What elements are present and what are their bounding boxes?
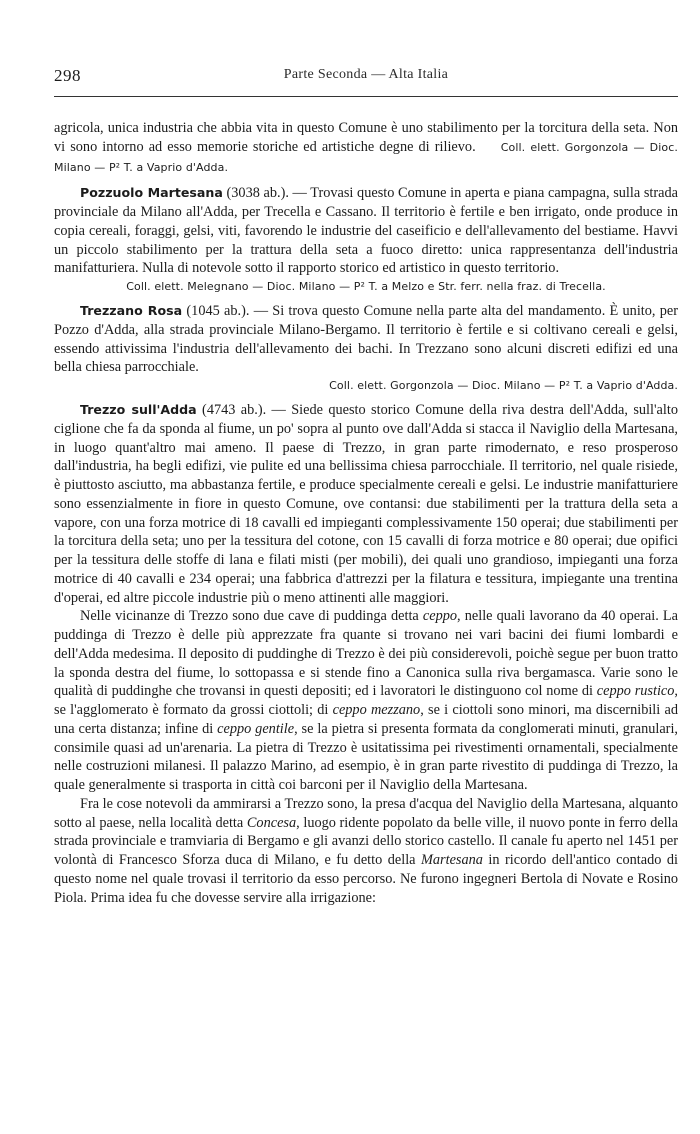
page-body bbox=[54, 119, 678, 907]
text-run: Nelle vicinanze di Trezzo sono due cave di puddinga detta bbox=[80, 608, 423, 625]
intro-paragraph bbox=[54, 119, 678, 177]
italic-term: ceppo mezzano bbox=[332, 702, 421, 718]
entry-note: Coll. elett. Melegnano — Dioc. Milano — P² T. a Melzo e Str. ferr. nella fraz. di Trecella. bbox=[126, 280, 606, 293]
intro-text: agricola, unica industria che abbia vita in questo Comune è uno stabilimento per la torcitura della seta. Non vi sono intorno ad esso memorie storiche ed artistiche degne di rilievo. bbox=[54, 120, 678, 155]
italic-term: ceppo rustico bbox=[596, 683, 675, 700]
header-rule bbox=[54, 96, 678, 97]
entry-trezzano-rosa bbox=[54, 302, 678, 377]
text-run: , se i ciottoli sono minori, ma discernibili ad una certa distanza; infine di bbox=[54, 702, 678, 737]
entry-trezzo-sull-adda bbox=[54, 401, 678, 607]
text-run: , nelle quali lavorano da 40 operai. La puddinga di Trezzo è delle più apprezzate fra quante si trovano nei vari bacini dei fiumi lombardi e dell'Adda medesima. Il deposito di puddinghe di Trezzo è dei più considerevoli, poichè segue per buon tratto la sponda destra del fiume, lo sottopassa e si stende fino a Canonica sulla riva bergamasca. Varie sono le qualità di puddinghe che trovansi in questi depositi; ed i lavoratori le distinguono col nome di bbox=[54, 608, 678, 700]
paragraph-naviglio bbox=[54, 795, 678, 908]
entry-text: (3038 ab.). — Trovasi questo Comune in aperta e piana campagna, sulla strada provinciale da Milano all'Adda, per Trecella e Cassano. Il territorio è fertile e ben irrigato, onde produce in copia cereali, foraggi, gelsi, viti, favorendo le industrie del caseificio e dell'allevamento del bestiame. Havvi un piccolo stabilimento per la trattura della seta a fuoco diretto: unica rappresentanza dell'industria manifatturiera. Nulla di notevole sotto il rapporto storico ed artistico in questo territorio. bbox=[54, 185, 679, 277]
running-head: Parte Seconda — Alta Italia bbox=[283, 67, 449, 82]
italic-term: ceppo gentile bbox=[217, 720, 295, 737]
italic-term: Concesa bbox=[246, 814, 297, 831]
page-number: 298 bbox=[54, 66, 81, 85]
text-run: , luogo ridente popolato da belle ville, il nuovo ponte in ferro della strada provinciale e tramviaria di Bergamo e gli avanzi dello storico castello. Il canale fu aperto nel 1451 per volontà di Francesco Sforza duca di Milano, e fu detto della bbox=[54, 814, 678, 868]
entry-note: Coll. elett. Gorgonzola — Dioc. Milano — P² T. a Vaprio d'Adda. bbox=[329, 379, 678, 392]
entry-title: Trezzano Rosa bbox=[80, 303, 183, 318]
page-header bbox=[54, 66, 678, 92]
text-run: , se la pietra si presenta formata da conglomerati minuti, granulari, consimile quasi ad un'arenaria. La pietra di Trezzo è usitatissima pei rivestimenti ornamentali, specialmente nelle costruzioni milanesi. Il palazzo Marino, ad esempio, è in gran parte rivestito di puddinga di Trezzo, la quale generalmente si trasporta in città coi barconi per il Naviglio della Martesana. bbox=[54, 720, 678, 793]
entry-title: Trezzo sull'Adda bbox=[80, 402, 197, 417]
text-run: in ricordo dell'antico contado di questo nome nel quale trovasi il territorio da esso percorso. Ne furono ingegneri Bertola di Novate e Rosino Piola. Prima idea fu che dovesse servire alla irrigazione: bbox=[54, 852, 678, 906]
italic-term: Martesana bbox=[420, 852, 483, 868]
entry-text: (4743 ab.). — Siede questo storico Comune della riva destra dell'Adda, sull'alto ciglione che fa da sponda al fiume, un po' sopra al punto ove dall'Adda si stacca il Naviglio della Martesana, in luogo quant'altro mai ameno. Il paese di Trezzo, in gran parte rimodernato, e reso prosperoso dall'industria, ha begli edifizi, vie pulite ed una bellissima chiesa parrocchiale. Il territorio, nel quale risiede, è piuttosto asciutto, ma abbastanza fertile, e produce specialmente cereali e gelsi. Le industrie manifatturiere sono essenzialmente in fiore in questo Comune, ove contansi: due stabilimenti per la trattura della seta a vapore, con una forza motrice di 18 cavalli ed impieganti complessivamente 150 operai; due stabilimenti per la torcitura della seta; uno per la tessitura del cotone, con 15 cavalli di forza motrice e 80 operai; due opifici per la tessitura delle stoffe di lana e filati misti (per mobili), dei quali uno grandioso, impieganti una forza motrice di 40 cavalli e 234 operai; una fabbrica d'attrezzi per la filatura e tessitura, impiegante una trentina d'operai, ed altre piccole industrie più o meno attinenti alle maggiori. bbox=[54, 402, 678, 606]
text-run: , se l'agglomerato è formato da grossi ciottoli; di bbox=[54, 683, 678, 718]
entry-text: (1045 ab.). — Si trova questo Comune nella parte alta del mandamento. È unito, per Pozzo d'Adda, alla strada provinciale Milano-Bergamo. Il territorio è fertile e si coltivano cereali e gelsi, essendo attivissima l'industria dell'allevamento dei bachi. In Trezzano sono alcuni discreti edifizi ed una bella chiesa parrocchiale. bbox=[54, 303, 678, 376]
intro-note: Coll. elett. Gorgonzola — Dioc. Milano — P² T. a Vaprio d'Adda. bbox=[54, 140, 678, 174]
paragraph-puddinga bbox=[54, 607, 678, 795]
entry-pozzuolo-martesana bbox=[54, 184, 678, 278]
entry-title: Pozzuolo Martesana bbox=[80, 185, 223, 201]
text-run: Fra le cose notevoli da ammirarsi a Trezzo sono, la presa d'acqua del Naviglio della Martesana, alquanto sotto al paese, nella località detta bbox=[54, 795, 678, 831]
italic-term: ceppo bbox=[422, 608, 458, 625]
